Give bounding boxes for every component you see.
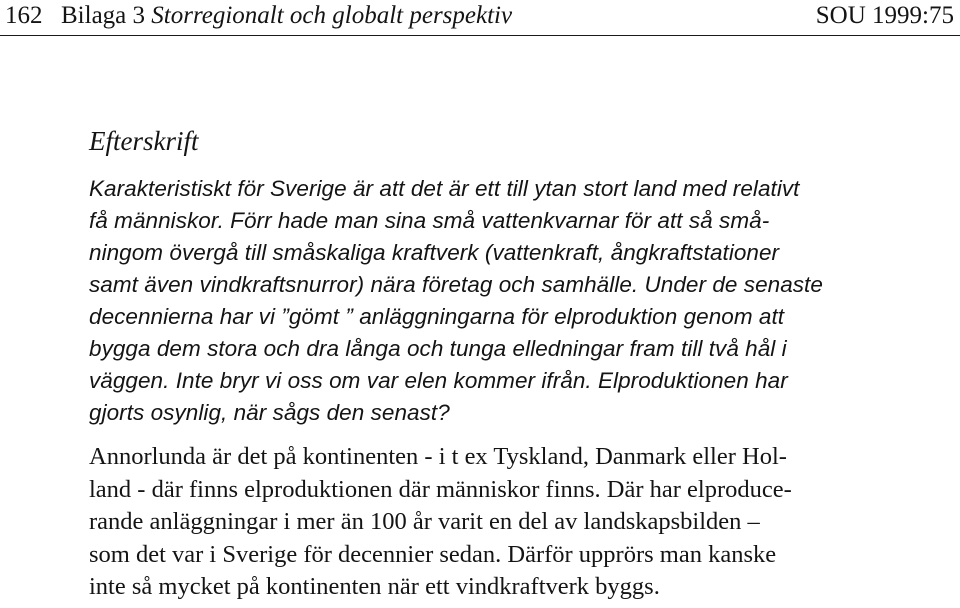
section-title: Efterskrift <box>89 126 199 156</box>
text-line: Annorlunda är det på kontinenten - i t ex Tyskland, Danmark eller Hol- <box>89 443 787 470</box>
text-line: samt även vindkraftsnurror) nära företag och samhälle. Under de senaste <box>89 272 823 297</box>
document-reference: SOU 1999:75 <box>815 2 954 29</box>
page-body <box>89 126 889 604</box>
text-line: decennierna har vi ”gömt ” anläggningarna för elproduktion genom att <box>89 304 785 329</box>
page-number: 162 <box>5 2 43 29</box>
paragraph-regular <box>89 441 889 604</box>
running-head <box>61 2 512 30</box>
text-line: land - där finns elproduktionen där människor finns. Där har elproduce- <box>89 475 792 503</box>
bilaga-subtitle: Storregionalt och globalt perspektiv <box>151 2 513 29</box>
text-line: väggen. Inte bryr vi oss om var elen kommer ifrån. Elproduktionen har <box>89 368 788 393</box>
bilaga-label: Bilaga 3 <box>61 2 146 29</box>
text-line: bygga dem stora och dra långa och tunga elledningar fram till två hål i <box>89 336 787 361</box>
text-line: Karakteristiskt för Sverige är att det är ett till ytan stort land med relativt <box>89 176 800 201</box>
paragraph-italic <box>89 173 889 429</box>
text-line: som det var i Sverige för decennier sedan. Därför upprörs man kanske <box>89 540 777 568</box>
text-line: rande anläggningar i mer än 100 år varit en del av landskapsbilden – <box>89 508 760 535</box>
text-line: gjorts osynlig, när sågs den senast? <box>89 400 450 425</box>
text-line: inte så mycket på kontinenten när ett vindkraftverk byggs. <box>89 573 660 600</box>
page-header <box>0 0 960 36</box>
text-line: få människor. Förr hade man sina små vattenkvarnar för att så små- <box>89 208 770 233</box>
text-line: ningom övergå till småskaliga kraftverk (vattenkraft, ångkraftstationer <box>89 240 780 265</box>
